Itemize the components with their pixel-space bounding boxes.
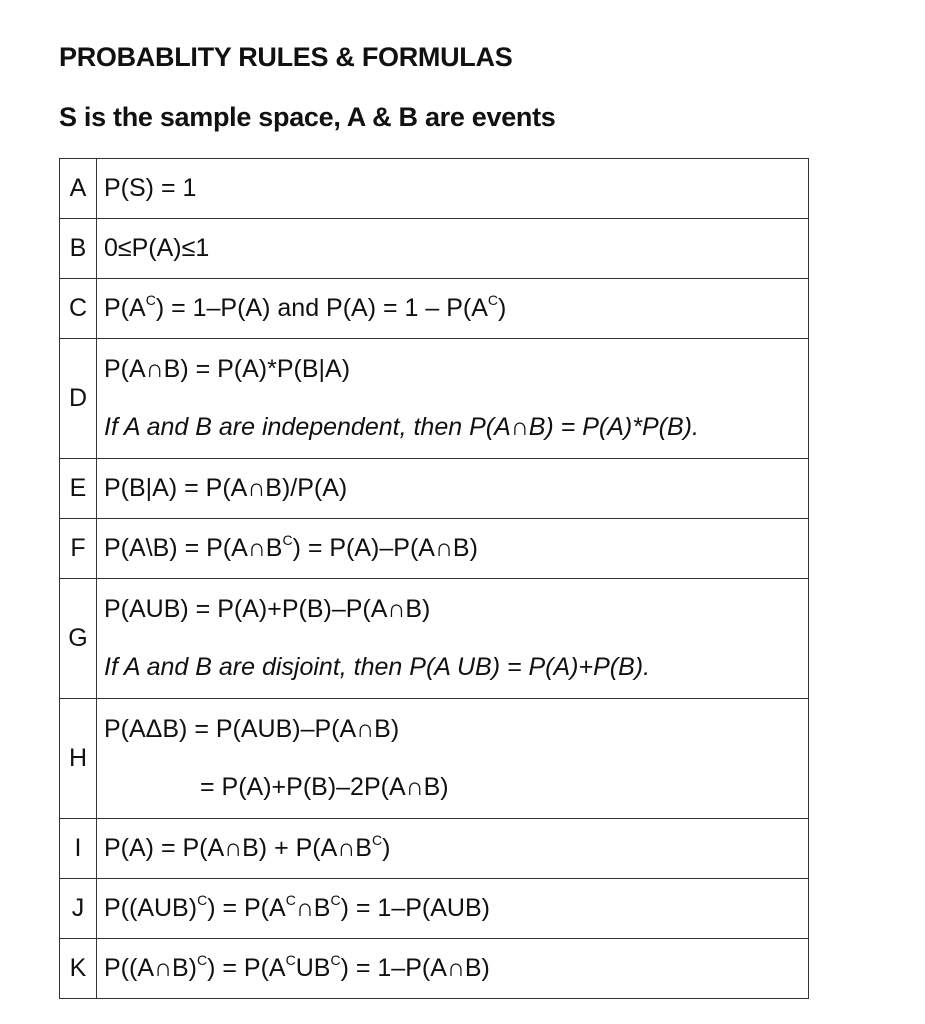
rule-formula bbox=[97, 819, 809, 879]
rule-formula bbox=[97, 939, 809, 999]
formula-text: P(AUB) = P(A)+P(B)–P(A∩B) bbox=[104, 595, 431, 623]
rule-letter: G bbox=[60, 579, 97, 699]
rule-letter: A bbox=[60, 159, 97, 219]
rule-formula bbox=[97, 699, 809, 819]
rule-letter: E bbox=[60, 459, 97, 519]
rule-letter: F bbox=[60, 519, 97, 579]
complement-superscript: C bbox=[285, 892, 296, 908]
rule-letter: H bbox=[60, 699, 97, 819]
rule-formula bbox=[97, 519, 809, 579]
formula-note: If A and B are independent, then P(A∩B) = P(A)*P(B). bbox=[104, 413, 699, 441]
rule-letter: K bbox=[60, 939, 97, 999]
rule-row-i bbox=[60, 819, 809, 879]
complement-superscript: C bbox=[330, 952, 341, 968]
formula-text: $P(A^C) = 1-P(A)$ and $P(A) = 1 - P(A^C)$ bbox=[104, 292, 507, 322]
formula-note: If A and B are disjoint, then P(A UB) = P(A)+P(B). bbox=[104, 653, 651, 681]
complement-superscript: C bbox=[282, 532, 293, 548]
formula-text: P(A\B) = $P(A\cap B^C)$ = P(A)–P(A∩B) bbox=[104, 532, 478, 562]
complement-superscript: C bbox=[285, 952, 296, 968]
rule-row-k bbox=[60, 939, 809, 999]
formula-text: P(A∩B) = P(A)*P(B|A) bbox=[104, 355, 351, 383]
formula-text: $P((AUB)^C) = P(A^C\cap B^C) = 1-P(AUB)$ bbox=[104, 892, 490, 922]
rule-letter: J bbox=[60, 879, 97, 939]
rule-formula bbox=[97, 879, 809, 939]
rule-row-d bbox=[60, 339, 809, 459]
rule-letter: D bbox=[60, 339, 97, 459]
rule-row-h bbox=[60, 699, 809, 819]
formula-continuation: = P(A)+P(B)–2P(A∩B) bbox=[200, 773, 449, 801]
rule-row-c bbox=[60, 279, 809, 339]
rule-formula bbox=[97, 159, 809, 219]
rule-row-e bbox=[60, 459, 809, 519]
rule-letter: C bbox=[60, 279, 97, 339]
rule-formula bbox=[97, 219, 809, 279]
rule-letter: I bbox=[60, 819, 97, 879]
rule-formula bbox=[97, 579, 809, 699]
rule-row-f bbox=[60, 519, 809, 579]
formula-text: P((A∩B)$^C$) = $P(A^CUB^C)$ = 1–P(A∩B) bbox=[104, 952, 490, 982]
rules-table bbox=[59, 158, 809, 999]
rule-row-j bbox=[60, 879, 809, 939]
rule-row-a bbox=[60, 159, 809, 219]
rule-formula bbox=[97, 459, 809, 519]
complement-superscript: C bbox=[197, 892, 208, 908]
rule-row-g bbox=[60, 579, 809, 699]
complement-superscript: C bbox=[330, 892, 341, 908]
complement-superscript: C bbox=[196, 952, 208, 968]
complement-superscript: C bbox=[145, 292, 156, 308]
rule-letter: B bbox=[60, 219, 97, 279]
formula-text: P(A) = P(A∩B) + $P(A\cap B^C)$ bbox=[104, 832, 391, 862]
complement-superscript: C bbox=[487, 292, 499, 308]
formula-text: P(B|A) = P(A∩B)/P(A) bbox=[104, 474, 348, 502]
page-title: PROBABLITY RULES & FORMULAS bbox=[59, 42, 513, 72]
rule-formula bbox=[97, 339, 809, 459]
formula-text: P(S) = 1 bbox=[104, 174, 197, 202]
page-subtitle: S is the sample space, A & B are events bbox=[59, 102, 556, 132]
complement-superscript: C bbox=[371, 832, 383, 848]
formula-text: 0≤P(A)≤1 bbox=[104, 234, 210, 262]
rule-formula bbox=[97, 279, 809, 339]
rule-row-b bbox=[60, 219, 809, 279]
formula-text: P(AΔB) = P(AUB)–P(A∩B) bbox=[104, 715, 400, 743]
